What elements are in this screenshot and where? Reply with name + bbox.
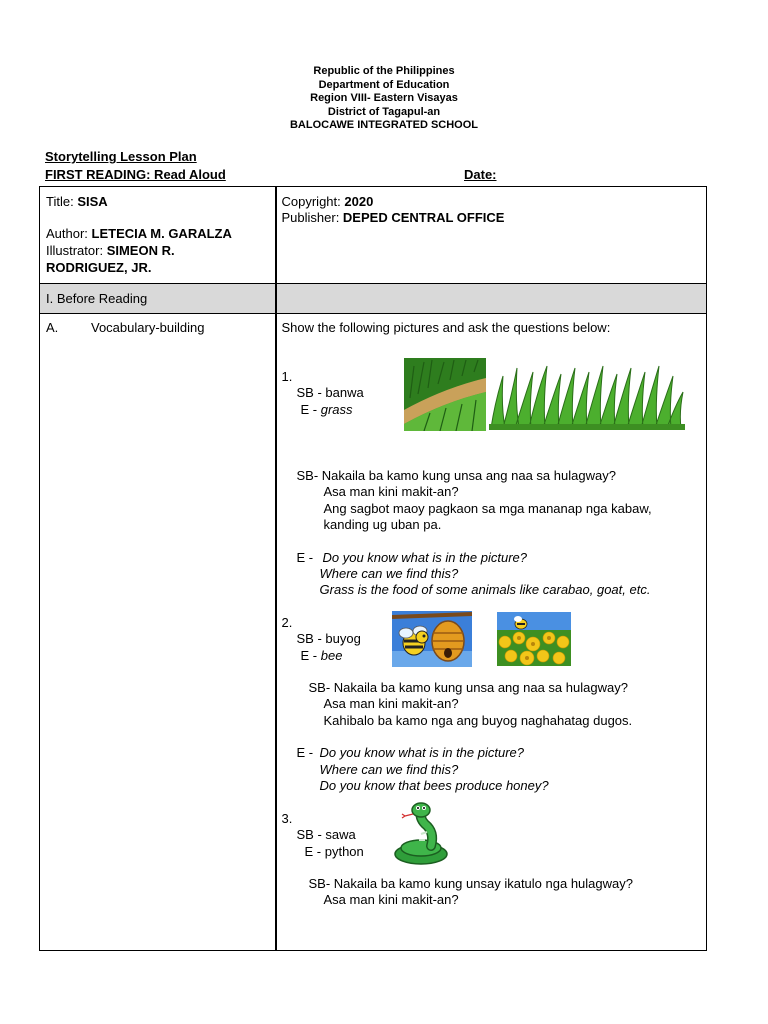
item1-number: 1. [281,369,293,384]
publisher-line [282,210,505,226]
item3-sb-word: SB - sawa [296,827,356,842]
copyright-label: Copyright: [281,194,345,209]
vocab-left [40,314,276,951]
illustrator-line [46,243,175,259]
illustrator-name-2: RODRIGUEZ, JR. [46,260,152,275]
lesson-plan-table [39,186,707,951]
item1-e-word [301,402,353,418]
item1-e-english: grass [320,402,353,417]
title-line [46,194,108,210]
book-title: SISA [77,194,108,209]
item1-sb-q2: Asa man kini makit-an? [323,484,459,499]
item2-sb-q3: Kahibalo ba kamo nga ang buyog naghahatag dugos. [323,713,633,728]
reading-type: FIRST READING: Read Aloud [45,167,226,182]
item1-e-label: E - [296,550,314,565]
item1-sb-word: SB - banwa [296,385,364,400]
before-reading-label: I. Before Reading [46,291,148,306]
book-info-row [40,187,707,284]
item3-e-word: E - python [304,844,364,859]
illustrator-label: Illustrator: [46,243,107,258]
item2-e-word [301,648,343,664]
item2-e-prefix: E - [300,648,321,663]
header-republic: Republic of the Philippines [313,65,455,77]
item1-e-prefix: E - [300,402,321,417]
before-reading-cell [40,284,276,314]
item1-sb-q1: SB- Nakaila ba kamo kung unsa ang naa sa hulagway? [296,468,616,483]
vocab-letter: A. [46,320,59,335]
publisher-name: DEPED CENTRAL OFFICE [342,210,505,225]
before-reading-empty [276,284,707,314]
plan-title: Storytelling Lesson Plan [45,149,197,164]
item3-number: 3. [281,811,293,826]
vocab-right [276,314,707,951]
grass-clump-image [489,362,685,430]
item2-sb-q2: Asa man kini makit-an? [323,696,459,711]
bee-flowers-image [497,612,571,666]
author-line [46,226,232,242]
author-name: LETECIA M. GARALZA [91,226,232,241]
item2-e-q1: Do you know what is in the picture? [319,745,524,760]
item1-sb-q3: Ang sagbot maoy pagkaon sa mga mananap nga kabaw, [323,501,652,516]
date-label: Date: [464,167,497,182]
item2-e-label: E - [296,745,314,760]
item2-sb-word: SB - buyog [296,631,361,646]
item1-e-q3: Grass is the food of some animals like carabao, goat, etc. [319,582,651,597]
header-region: Region VIII- Eastern Visayas [310,92,458,104]
copyright-year: 2020 [344,194,374,209]
vocab-label: Vocabulary-building [91,320,205,335]
snake-image [391,802,451,866]
vocab-row [40,314,707,951]
item2-e-q3: Do you know that bees produce honey? [319,778,549,793]
item2-e-q2: Where can we find this? [319,762,459,777]
item2-number: 2. [281,615,293,630]
vocab-intro: Show the following pictures and ask the questions below: [281,320,611,335]
item2-e-english: bee [320,648,343,663]
illustrator-line-2 [46,260,151,276]
item2-sb-q1: SB- Nakaila ba kamo kung unsa ang naa sa hulagway? [308,680,628,695]
illustrator-name-1: SIMEON R. [106,243,175,258]
copyright-line [282,194,374,210]
item1-e-q1: Do you know what is in the picture? [322,550,527,565]
item1-e-q2: Where can we find this? [319,566,459,581]
header-department: Department of Education [318,78,450,91]
before-reading-row [40,284,707,314]
beehive-image [392,611,472,667]
publisher-label: Publisher: [281,210,343,225]
item3-sb-q1: SB- Nakaila ba kamo kung unsay ikatulo nga hulagway? [308,876,633,891]
author-label: Author: [46,226,92,241]
header-district: District of Tagapul-an [327,105,441,118]
title-label: Title: [46,194,78,209]
item3-sb-q2: Asa man kini makit-an? [323,892,459,907]
item1-sb-q4: kanding ug uban pa. [323,517,442,532]
grass-field-image [404,358,486,431]
book-info-right [276,187,707,284]
header-school: BALOCAWE INTEGRATED SCHOOL [289,119,478,131]
book-info-left [40,187,276,284]
